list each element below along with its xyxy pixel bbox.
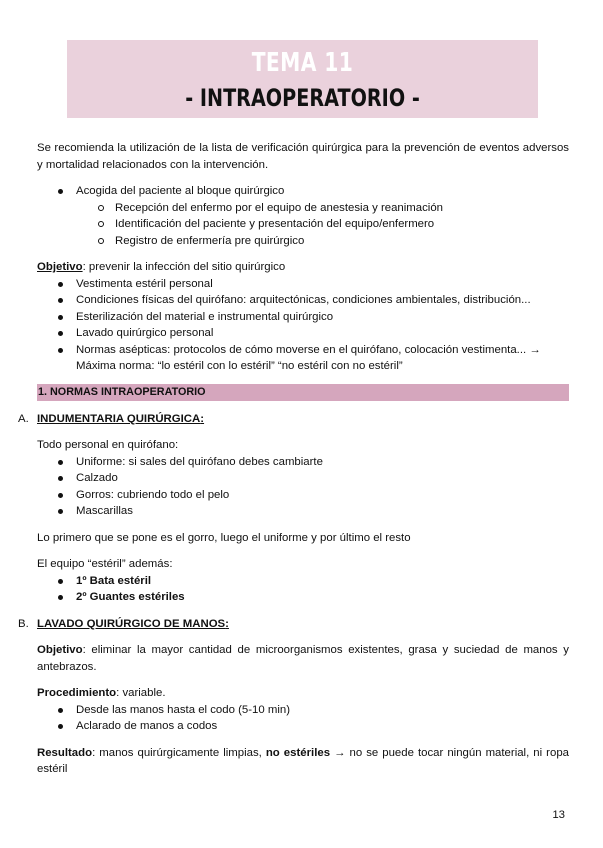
list-item: Normas asépticas: protocolos de cómo moverse en el quirófano, colocación vestimenta... → Máxima norma: “lo estéril con lo estéril” “no estéril con no estéril” [37,342,569,375]
list-item: Lavado quirúrgico personal [37,325,569,342]
list-item: Identificación del paciente y presentación del equipo/enfermero [37,216,569,233]
lavado-procedimiento: Procedimiento: variable. [37,687,166,699]
equipo-intro: El equipo “estéril” además: [37,558,173,570]
indumentaria-list [37,454,569,520]
objetivo-text: : prevenir la infección del sitio quirúrgico [82,261,286,273]
acogida-sublist [37,200,569,250]
section-heading-normas: 1. NORMAS INTRAOPERATORIO [37,384,569,401]
objetivo-list [37,276,569,375]
list-item: Condiciones físicas del quirófano: arquitectónicas, condiciones ambientales, distribución... [37,292,569,309]
lavado-heading: B. LAVADO QUIRÚRGICO DE MANOS: [37,616,569,633]
indumentaria-heading: A. INDUMENTARIA QUIRÚRGICA: [37,411,569,428]
document-body [18,140,569,778]
list-item: Gorros: cubriendo todo el pelo [37,487,569,504]
page-number: 13 [552,809,565,821]
section-letter: A. [18,412,29,425]
list-item: Uniforme: si sales del quirófano debes cambiarte [37,454,569,471]
topic-number: TEMA 11 [251,48,354,78]
list-item: Calzado [37,470,569,487]
topic-title: - INTRAOPERATORIO - [185,84,420,112]
list-item: Esterilización del material e instrumental quirúrgico [37,309,569,326]
section-letter: B. [18,617,29,630]
acogida-list [37,183,569,200]
list-item: Mascarillas [37,503,569,520]
list-item: Acogida del paciente al bloque quirúrgico [37,183,569,200]
title-banner [67,40,538,118]
equipo-list [37,573,569,606]
list-item: 1º Bata estéril [37,573,569,590]
list-item: Vestimenta estéril personal [37,276,569,293]
list-item: Desde las manos hasta el codo (5-10 min) [37,702,569,719]
procedimiento-list [37,702,569,735]
lavado-objetivo: Objetivo: eliminar la mayor cantidad de microorganismos existentes, grasa y suciedad de manos y antebrazos. [37,644,569,673]
objetivo-line [37,259,569,276]
list-item: Registro de enfermería pre quirúrgico [37,233,569,250]
indumentaria-intro: Todo personal en quirófano: [37,439,179,451]
intro-paragraph: Se recomienda la utilización de la lista de verificación quirúrgica para la prevención de eventos adversos y mortalidad relacionados con la intervención. [37,142,569,171]
list-item: Aclarado de manos a codos [37,718,569,735]
list-item: Recepción del enfermo por el equipo de anestesia y reanimación [37,200,569,217]
list-item: 2º Guantes estériles [37,589,569,606]
lavado-resultado: Resultado: manos quirúrgicamente limpias, no estériles → no se puede tocar ningún material, ni ropa estéril [37,746,569,775]
objetivo-label: Objetivo [37,261,83,273]
indumentaria-note: Lo primero que se pone es el gorro, luego el uniforme y por último el resto [37,531,411,544]
